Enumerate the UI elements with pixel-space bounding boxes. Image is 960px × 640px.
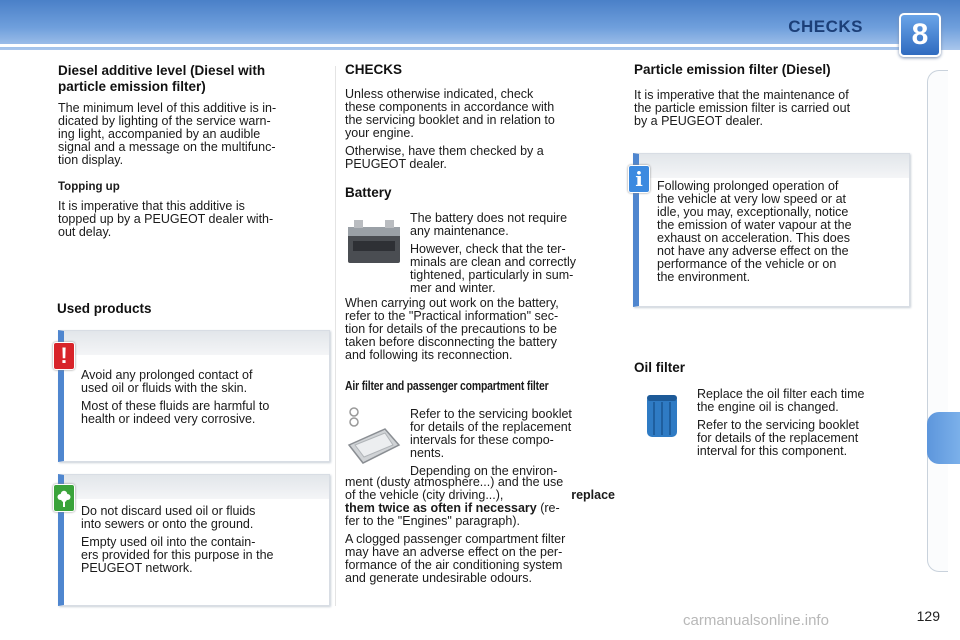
heading-line: Diesel additive level (Diesel with xyxy=(58,63,266,78)
text-line: taken before disconnecting the battery xyxy=(345,335,557,349)
text-line: topped up by a PEUGEOT dealer with- xyxy=(58,212,274,226)
oil-filter-text xyxy=(697,388,904,458)
text-line: Depending on the environ- xyxy=(410,464,558,478)
page-title: CHECKS xyxy=(788,17,863,36)
air-filter-text-2 xyxy=(345,476,615,585)
oil-filter-icon xyxy=(642,392,682,445)
chapter-tab-active[interactable] xyxy=(927,412,960,464)
text-line: not have any adverse effect on the xyxy=(657,244,849,258)
text-line: the servicing booklet and in relation to xyxy=(345,113,555,127)
text-line: any maintenance. xyxy=(410,224,509,238)
text-line: the emission of water vapour at the xyxy=(657,218,852,232)
warning-icon: ! xyxy=(53,342,75,370)
text-line: PEUGEOT dealer. xyxy=(345,157,447,171)
particle-filter-text xyxy=(634,89,904,128)
warning-text xyxy=(81,369,321,426)
info-text xyxy=(657,180,901,284)
emphasis-text: replace xyxy=(571,488,615,502)
text-line: performance of the vehicle or on xyxy=(657,257,837,271)
chapter-badge: 8 xyxy=(899,13,941,57)
header-divider xyxy=(0,44,905,47)
text-line: It is imperative that this additive is xyxy=(58,199,245,213)
text-line: Avoid any prolonged contact of xyxy=(81,368,253,382)
box-header xyxy=(64,475,329,499)
text-line: Unless otherwise indicated, check xyxy=(345,87,534,101)
particle-filter-heading: Particle emission filter (Diesel) xyxy=(634,62,831,77)
text-line: fer to the "Engines" paragraph). xyxy=(345,514,520,528)
battery-text-2 xyxy=(345,297,615,362)
topping-up-heading: Topping up xyxy=(58,181,120,193)
column-divider xyxy=(335,66,336,606)
text-line: the environment. xyxy=(657,270,751,284)
text-line: these components in accordance with xyxy=(345,100,555,114)
diesel-additive-text xyxy=(58,102,325,167)
text-line: Most of these fluids are harmful to xyxy=(81,399,270,413)
text-line: A clogged passenger compartment filter xyxy=(345,532,566,546)
text-line: formance of the air conditioning system xyxy=(345,558,563,572)
text-line: the particle emission filter is carried out xyxy=(634,101,851,115)
text-line: for details of the replacement xyxy=(697,431,859,445)
text-line: dicated by lighting of the service warn- xyxy=(58,114,271,128)
page-number: 129 xyxy=(916,608,940,624)
text-line: out delay. xyxy=(58,225,112,239)
text-line: nents. xyxy=(410,446,445,460)
text-line: minals are clean and correctly xyxy=(410,255,577,269)
text-line: for details of the replacement xyxy=(410,420,572,434)
text-line: exhaust on acceleration. This does xyxy=(657,231,850,245)
checks-heading: CHECKS xyxy=(345,62,403,77)
air-filter-heading: Air filter and passenger compartment filter xyxy=(345,378,549,393)
text-line: interval for this component. xyxy=(697,444,848,458)
eco-text xyxy=(81,505,321,575)
text-line: may have an adverse effect on the per- xyxy=(345,545,563,559)
text-line: Do not discard used oil or fluids xyxy=(81,504,256,518)
text-line: into sewers or onto the ground. xyxy=(81,517,254,531)
text-line: When carrying out work on the battery, xyxy=(345,296,559,310)
text-line: PEUGEOT network. xyxy=(81,561,193,575)
text-line: tion for details of the precautions to be xyxy=(345,322,557,336)
checks-intro-text xyxy=(345,88,615,171)
text-line: idle, you may, exceptionally, notice xyxy=(657,205,849,219)
eco-icon xyxy=(53,484,75,512)
text-line: Following prolonged operation of xyxy=(657,179,839,193)
battery-heading: Battery xyxy=(345,185,392,200)
text-line: health or indeed very corrosive. xyxy=(81,412,256,426)
text-line: Refer to the servicing booklet xyxy=(697,418,859,432)
text-line: tion display. xyxy=(58,153,124,167)
info-box xyxy=(633,153,910,307)
text-line: Otherwise, have them checked by a xyxy=(345,144,544,158)
oil-filter-heading: Oil filter xyxy=(634,360,686,375)
topping-up-text xyxy=(58,200,325,239)
emphasis-text: them twice as often if necessary xyxy=(345,501,537,515)
text-span: of the vehicle (city driving...), xyxy=(345,488,504,502)
text-line: ing light, accompanied by an audible xyxy=(58,127,261,141)
diesel-additive-heading xyxy=(58,63,333,95)
text-line: and generate undesirable odours. xyxy=(345,571,532,585)
info-icon: i xyxy=(628,165,650,193)
text-line: mer and winter. xyxy=(410,281,496,295)
box-header xyxy=(639,154,909,178)
text-line: signal and a message on the multifunc- xyxy=(58,140,276,154)
text-line: by a PEUGEOT dealer. xyxy=(634,114,763,128)
text-span: (re- xyxy=(540,501,560,515)
watermark: carmanualsonline.info xyxy=(683,612,829,629)
text-line: your engine. xyxy=(345,126,414,140)
text-line: the engine oil is changed. xyxy=(697,400,839,414)
text-line: Replace the oil filter each time xyxy=(697,387,865,401)
text-line: Empty used oil into the contain- xyxy=(81,535,256,549)
text-line: refer to the "Practical information" sec- xyxy=(345,309,559,323)
text-line: The battery does not require xyxy=(410,211,568,225)
text-line: tightened, particularly in sum- xyxy=(410,268,574,282)
heading-line: particle emission filter) xyxy=(58,79,206,94)
warning-box xyxy=(58,330,330,462)
text-line: ers provided for this purpose in the xyxy=(81,548,274,562)
eco-box xyxy=(58,474,330,606)
battery-text-1 xyxy=(410,212,615,295)
box-header xyxy=(64,331,329,355)
chapter-tab-strip xyxy=(927,70,948,572)
text-line: The minimum level of this additive is in- xyxy=(58,101,277,115)
text-line: However, check that the ter- xyxy=(410,242,566,256)
text-line: the vehicle at very low speed or at xyxy=(657,192,846,206)
text-line: and following its reconnection. xyxy=(345,348,513,362)
air-filter-icon xyxy=(345,405,403,472)
text-line: It is imperative that the maintenance of xyxy=(634,88,849,102)
air-filter-text-1 xyxy=(410,408,615,478)
text-line: ment (dusty atmosphere...) and the use xyxy=(345,475,564,489)
text-line: used oil or fluids with the skin. xyxy=(81,381,248,395)
battery-icon xyxy=(345,215,403,270)
text-line: intervals for these compo- xyxy=(410,433,554,447)
used-products-heading: Used products xyxy=(57,301,152,316)
text-line: Refer to the servicing booklet xyxy=(410,407,572,421)
